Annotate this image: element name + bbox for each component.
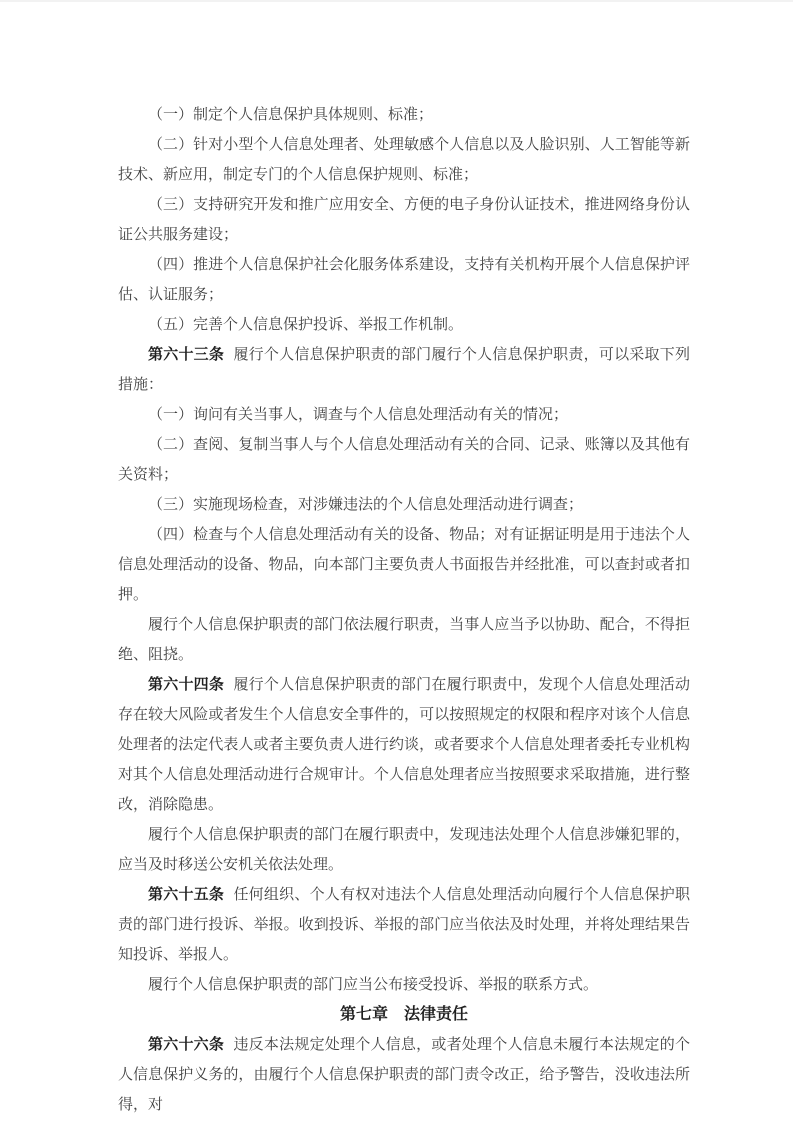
article-number: 第六十六条 <box>148 1037 225 1053</box>
law-paragraph: （二）查阅、复制当事人与个人信息处理活动有关的合同、记录、账簿以及其他有关资料； <box>118 437 690 483</box>
law-paragraph: （三）实施现场检查，对涉嫌违法的个人信息处理活动进行调查； <box>148 497 584 513</box>
article-number: 第六十五条 <box>148 887 225 903</box>
law-paragraph: （三）支持研究开发和推广应用安全、方便的电子身份认证技术，推进网络身份认证公共服务建设； <box>118 197 690 243</box>
article-text: 履行个人信息保护职责的部门在履行职责中，发现个人信息处理活动存在较大风险或者发生个人信息安全事件的，可以按照规定的权限和程序对该个人信息处理者的法定代表人或者主要负责人进行约谈，或者要求个人信息处理者委托专业机构对其个人信息处理活动进行合规审计。个人信息处理者应当按照要求采取措施，进行整改，消除隐患。 <box>118 677 690 813</box>
law-paragraph: （一）制定个人信息保护具体规则、标准； <box>148 107 434 123</box>
article-paragraph <box>118 340 690 400</box>
chapter-heading: 第七章 法律责任 <box>339 1006 468 1023</box>
article-paragraph <box>118 670 690 820</box>
law-paragraph: （一）询问有关当事人，调查与个人信息处理活动有关的情况； <box>148 407 569 423</box>
law-paragraph: （四）推进个人信息保护社会化服务体系建设，支持有关机构开展个人信息保护评估、认证服务； <box>118 257 690 303</box>
page-top-edge <box>0 0 793 2</box>
law-paragraph: 履行个人信息保护职责的部门在履行职责中，发现违法处理个人信息涉嫌犯罪的，应当及时移送公安机关依法处理。 <box>118 827 690 873</box>
law-paragraph: 履行个人信息保护职责的部门应当公布接受投诉、举报的联系方式。 <box>148 977 599 993</box>
law-paragraph: （二）针对小型个人信息处理者、处理敏感个人信息以及人脸识别、人工智能等新技术、新应用，制定专门的个人信息保护规则、标准； <box>118 137 690 183</box>
article-number: 第六十四条 <box>148 677 225 693</box>
article-text: 任何组织、个人有权对违法个人信息处理活动向履行个人信息保护职责的部门进行投诉、举报。收到投诉、举报的部门应当依法及时处理，并将处理结果告知投诉、举报人。 <box>118 887 690 963</box>
law-paragraph: （四）检查与个人信息处理活动有关的设备、物品；对有证据证明是用于违法个人信息处理活动的设备、物品，向本部门主要负责人书面报告并经批准，可以查封或者扣押。 <box>118 527 690 603</box>
law-paragraph: （五）完善个人信息保护投诉、举报工作机制。 <box>148 317 464 333</box>
document-body <box>118 100 690 1120</box>
law-paragraph: 履行个人信息保护职责的部门依法履行职责，当事人应当予以协助、配合，不得拒绝、阻挠。 <box>118 617 690 663</box>
article-paragraph <box>118 880 690 970</box>
article-paragraph <box>118 1030 690 1120</box>
article-number: 第六十三条 <box>148 347 225 363</box>
article-text: 履行个人信息保护职责的部门履行个人信息保护职责，可以采取下列措施： <box>118 347 690 393</box>
article-text: 违反本法规定处理个人信息，或者处理个人信息未履行本法规定的个人信息保护义务的，由履行个人信息保护职责的部门责令改正，给予警告，没收违法所得，对 <box>118 1037 690 1113</box>
